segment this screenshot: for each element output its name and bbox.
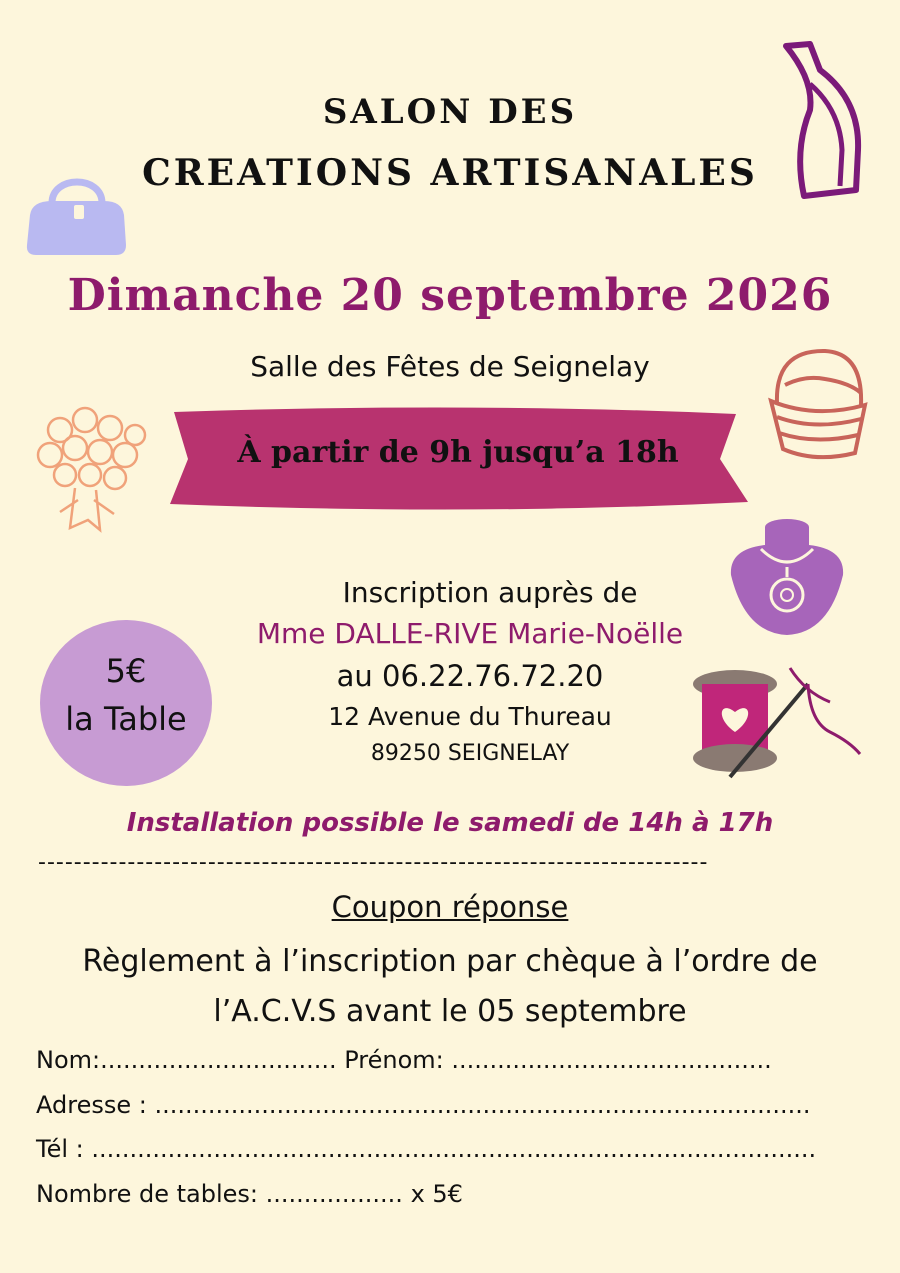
price-amount: 5€ (105, 652, 147, 690)
event-title-line1: SALON DES (322, 92, 578, 132)
payment-rule-line2: l’A.C.V.S avant le 05 septembre (213, 994, 687, 1029)
contact-street: 12 Avenue du Thureau (328, 702, 612, 731)
contact-phone: au 06.22.76.72.20 (336, 659, 604, 693)
event-date: Dimanche 20 septembre 2026 (67, 270, 833, 321)
price-unit: la Table (65, 700, 187, 738)
event-hours: À partir de 9h jusqu’a 18h (237, 435, 679, 470)
contact-name: Mme DALLE-RIVE Marie-Noëlle (256, 617, 684, 650)
form-field-nom-prenom: Nom:............................... Prénom: .......................................... (36, 1046, 772, 1074)
inscription-intro: Inscription auprès de (342, 576, 638, 609)
installation-note: Installation possible le samedi de 14h à 17h (126, 808, 774, 838)
event-title-line2: CREATIONS ARTISANALES (142, 152, 758, 194)
form-field-adresse: Adresse : ...................................................................................... (36, 1091, 811, 1119)
coupon-title: Coupon réponse (331, 890, 569, 924)
cut-line-separator: --------------------------------------------------------------------------- (38, 850, 709, 875)
flower-bouquet-icon (30, 400, 155, 535)
form-field-tel: Tél : ............................................................................................... (36, 1135, 817, 1163)
payment-rule-line1: Règlement à l’inscription par chèque à l’ordre de (82, 944, 818, 979)
form-field-tables: Nombre de tables: .................. x 5€ (36, 1180, 463, 1208)
contact-city: 89250 SEIGNELAY (370, 741, 570, 766)
event-venue: Salle des Fêtes de Seignelay (250, 350, 650, 383)
